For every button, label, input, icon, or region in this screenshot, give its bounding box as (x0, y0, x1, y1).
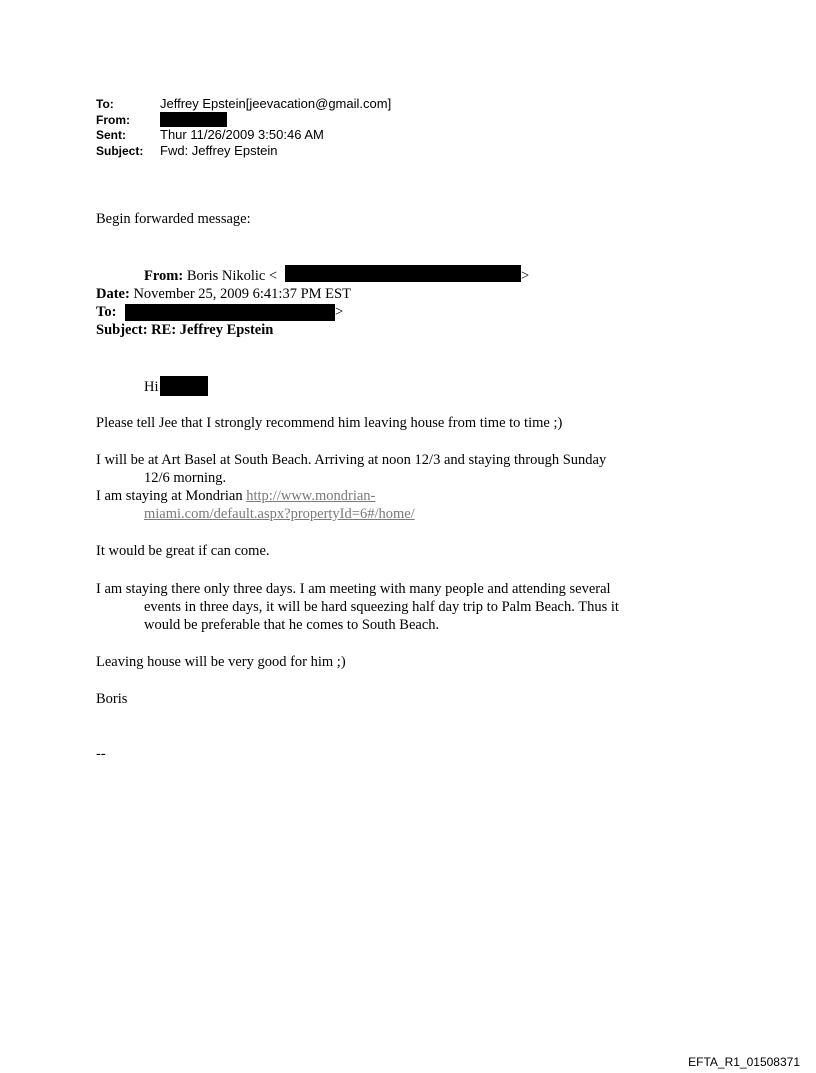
to-label: To: (96, 97, 114, 111)
fwd-date-line (96, 285, 351, 303)
document-id: EFTA_R1_01508371 (688, 1055, 800, 1069)
fwd-to-line (96, 303, 116, 321)
fwd-from-label: From: (144, 268, 184, 284)
paragraph-3-line-2 (96, 505, 415, 523)
fwd-to-tail: > (335, 304, 344, 320)
fwd-date-label: Date: (96, 286, 130, 302)
to-value: Jeffrey Epstein[jeevacation@gmail.com] (160, 96, 392, 111)
fwd-from-value: Boris Nikolic < (186, 268, 278, 284)
subject-value: Fwd: Jeffrey Epstein (160, 143, 278, 158)
fwd-subject: Subject: RE: Jeffrey Epstein (96, 322, 274, 338)
fwd-date-value: November 25, 2009 6:41:37 PM EST (133, 286, 351, 302)
redaction-bar (160, 376, 208, 396)
paragraph-4: It would be great if can come. (96, 543, 270, 559)
sent-label: Sent: (96, 128, 126, 142)
mondrian-link-continued[interactable]: miami.com/default.aspx?propertyId=6#/home/ (144, 506, 415, 522)
paragraph-5-line-3: would be preferable that he comes to South Beach. (144, 617, 440, 633)
redaction-bar (160, 112, 227, 127)
paragraph-3-prefix: I am staying at Mondrian (96, 488, 247, 504)
paragraph-2-line-2: 12/6 morning. (144, 470, 227, 486)
subject-label: Subject: (96, 144, 144, 158)
forward-intro: Begin forwarded message: (96, 211, 251, 227)
paragraph-5-line-1: I am staying there only three days. I am meeting with many people and attending several (96, 581, 611, 597)
greeting: Hi (144, 379, 159, 395)
paragraph-1: Please tell Jee that I strongly recommend him leaving house from time to time ;) (96, 415, 563, 431)
mondrian-link[interactable]: http://www.mondrian- (246, 488, 376, 504)
paragraph-3-line-1 (96, 487, 375, 505)
from-label: From: (96, 113, 130, 127)
separator: -- (96, 746, 106, 762)
fwd-to-label: To: (96, 304, 117, 320)
fwd-from-tail: > (521, 268, 530, 284)
fwd-from-line (96, 267, 277, 285)
redaction-bar (125, 304, 335, 321)
redaction-bar (285, 265, 521, 282)
paragraph-6: Leaving house will be very good for him ;) (96, 654, 346, 670)
sent-value: Thur 11/26/2009 3:50:46 AM (160, 127, 324, 142)
paragraph-2-line-1: I will be at Art Basel at South Beach. Arriving at noon 12/3 and staying through Sunday (96, 452, 607, 468)
paragraph-5-line-2: events in three days, it will be hard squeezing half day trip to Palm Beach. Thus it (144, 599, 619, 615)
signature: Boris (96, 691, 128, 707)
